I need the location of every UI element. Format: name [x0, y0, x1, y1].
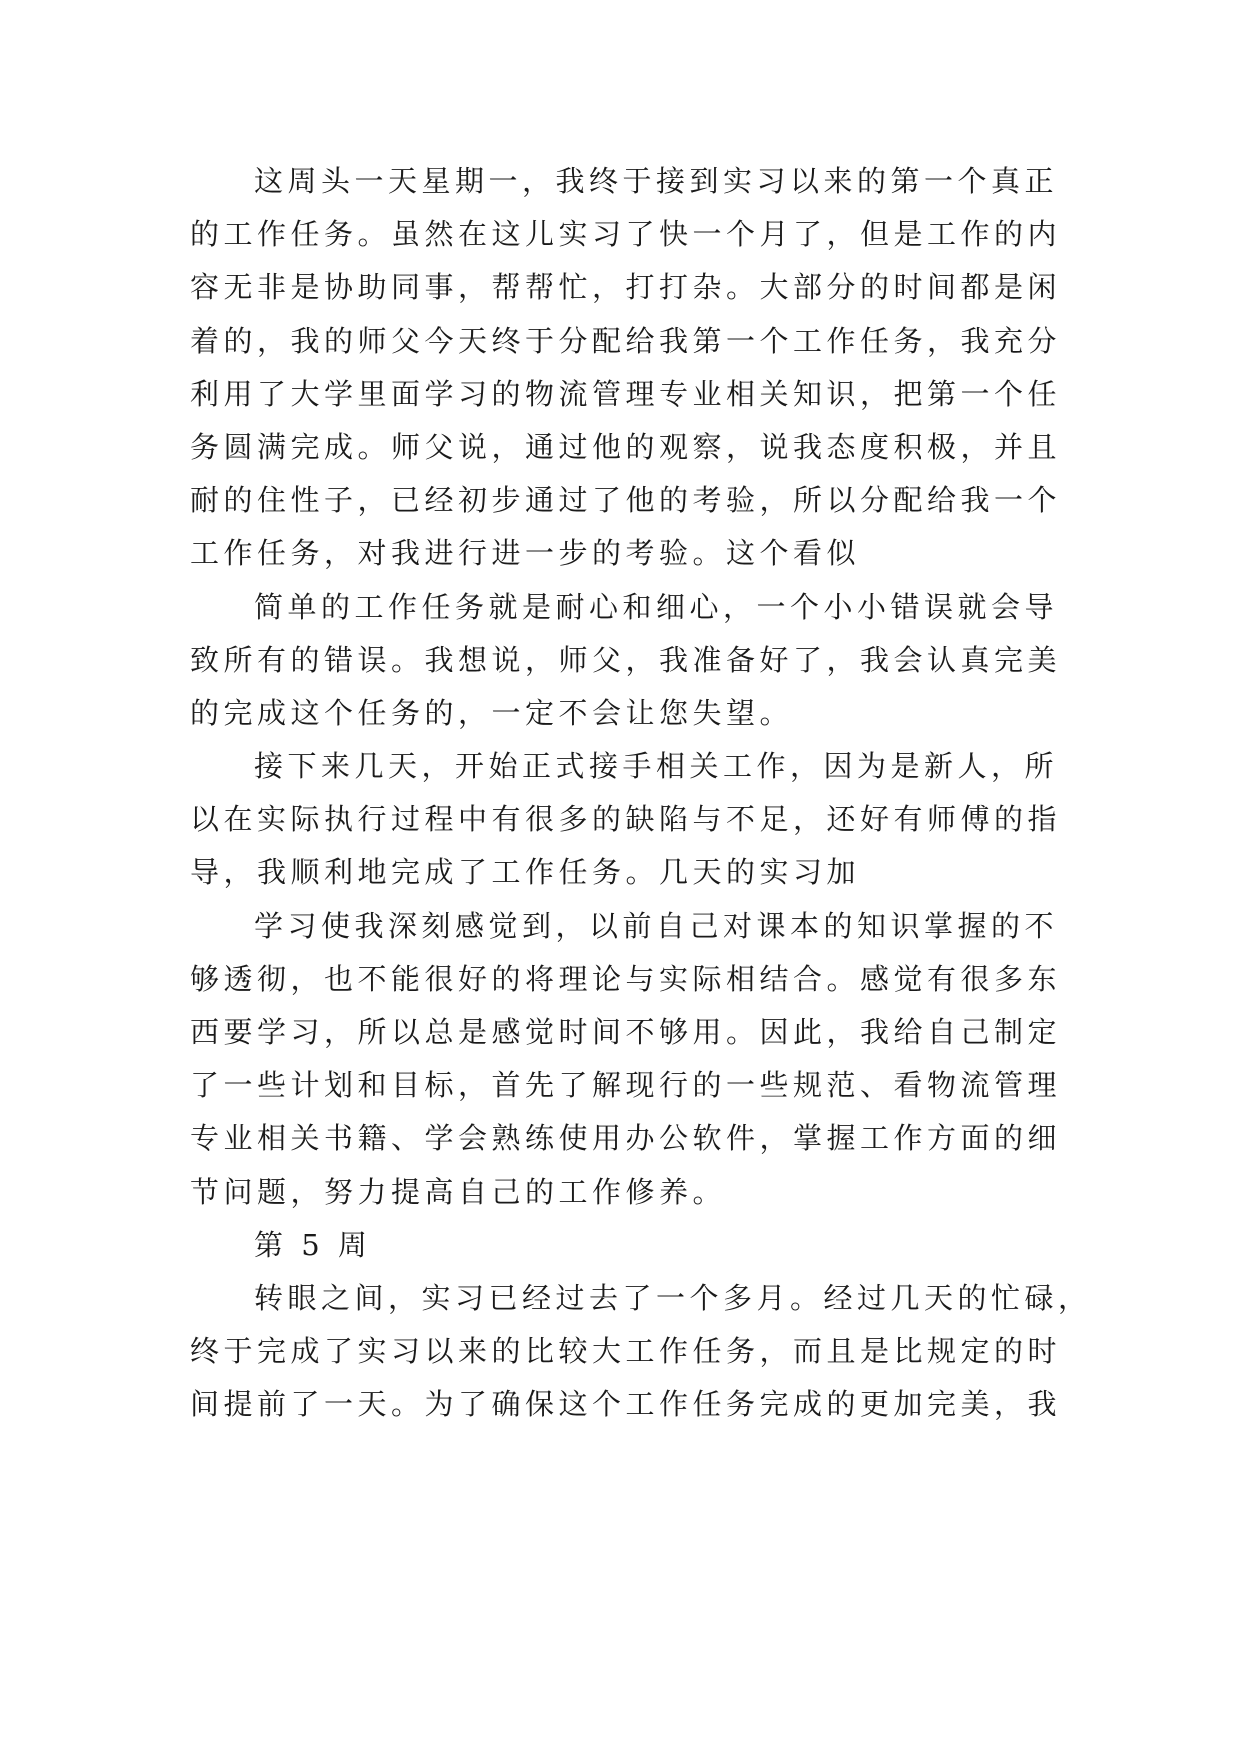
text-line: 的完成这个任务的，一定不会让您失望。	[190, 695, 794, 730]
text-line: 专业相关书籍、学会熟练使用办公软件，掌握工作方面的细	[190, 1121, 1062, 1156]
text-line: 导，我顺利地完成了工作任务。几天的实习加	[190, 855, 861, 890]
text-line: 学习使我深刻感觉到，以前自己对课本的知识掌握的不	[254, 908, 1059, 943]
paragraph-2	[190, 581, 1062, 741]
section-heading-week-5	[190, 1219, 1052, 1272]
text-line: 以在实际执行过程中有很多的缺陷与不足，还好有师傅的指	[190, 802, 1062, 837]
text-line: 够透彻，也不能很好的将理论与实际相结合。感觉有很多东	[190, 961, 1062, 996]
text-line: 利用了大学里面学习的物流管理专业相关知识，把第一个任	[190, 376, 1062, 411]
paragraph-6	[190, 1272, 1092, 1432]
paragraph-1	[190, 155, 1062, 581]
document-body	[190, 155, 1092, 1432]
text-line: 节问题，努力提高自己的工作修养。	[190, 1174, 727, 1209]
text-line: 致所有的错误。我想说，师父，我准备好了，我会认真完美	[190, 642, 1062, 677]
paragraph-3	[190, 740, 1062, 900]
text-line: 容无非是协助同事，帮帮忙，打打杂。大部分的时间都是闲	[190, 270, 1062, 305]
text-line: 接下来几天，开始正式接手相关工作，因为是新人，所	[254, 749, 1059, 784]
text-line: 的工作任务。虽然在这儿实习了快一个月了，但是工作的内	[190, 217, 1062, 252]
text-line: 了一些计划和目标，首先了解现行的一些规范、看物流管理	[190, 1068, 1062, 1103]
text-line: 终于完成了实习以来的比较大工作任务，而且是比规定的时	[190, 1334, 1062, 1369]
text-line: 工作任务，对我进行进一步的考验。这个看似	[190, 536, 861, 571]
paragraph-4	[190, 900, 1062, 1219]
text-line: 着的，我的师父今天终于分配给我第一个工作任务，我充分	[190, 323, 1062, 358]
text-line: 间提前了一天。为了确保这个工作任务完成的更加完美，我	[190, 1387, 1062, 1422]
text-line: 这周头一天星期一，我终于接到实习以来的第一个真正	[254, 164, 1059, 198]
text-line: 耐的住性子，已经初步通过了他的考验，所以分配给我一个	[190, 483, 1062, 518]
text-line: 务圆满完成。师父说，通过他的观察，说我态度积极，并且	[190, 429, 1062, 464]
text-line: 简单的工作任务就是耐心和细心，一个小小错误就会导	[254, 589, 1059, 624]
section-heading: 第 5 周	[254, 1227, 372, 1262]
text-line: 西要学习，所以总是感觉时间不够用。因此，我给自己制定	[190, 1015, 1062, 1049]
text-line: 转眼之间，实习已经过去了一个多月。经过几天的忙碌，	[254, 1280, 1092, 1315]
